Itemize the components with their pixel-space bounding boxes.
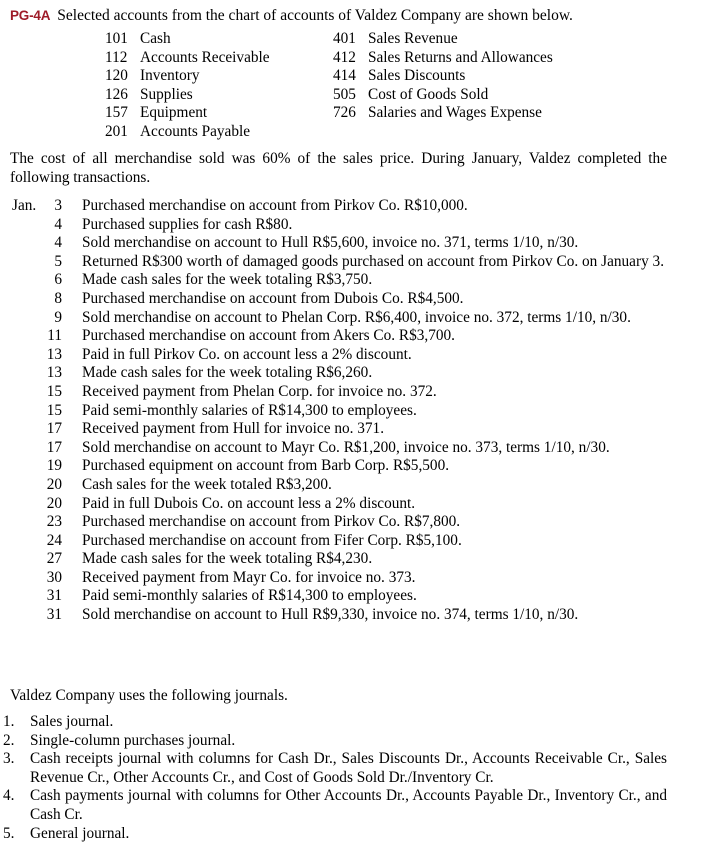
transaction-day: 4 [54,234,62,252]
transaction-row [0,420,712,439]
account-number: 505 [333,85,356,103]
intro-paragraph: The cost of all merchandise sold was 60% of the sales price. During January, Valdez completed the following transactions. [10,150,667,186]
transaction-day: 20 [46,494,62,512]
accounts-left-column [105,30,270,142]
accounts-right-column [333,30,553,123]
account-number: 112 [105,48,128,66]
transaction-description: Made cash sales for the week totaling R$6,260. [82,364,373,382]
transaction-description: Purchased supplies for cash R$80. [82,215,293,233]
transaction-description: Received payment from Hull for invoice no. 371. [82,420,385,438]
account-number: 726 [333,104,356,122]
transaction-description: Paid in full Dubois Co. on account less a 2% discount. [82,494,416,512]
journal-item-text: Cash receipts journal with columns for Cash Dr., Sales Discounts Dr., Accounts Receivable Cr., Sales Revenue Cr., Other Accounts Cr., and Cost of Goods Sold Dr./Inventory Cr. [30,750,667,786]
account-number: 101 [105,30,128,47]
account-row [333,86,553,105]
transactions-list [0,197,712,625]
transaction-description: Paid semi-monthly salaries of R$14,300 to employees. [82,401,417,419]
account-name: Inventory [140,67,200,85]
journal-item-text: Cash payments journal with columns for Other Accounts Dr., Accounts Payable Dr., Inventory Cr., and Cash Cr. [30,787,667,823]
account-name: Equipment [140,104,208,122]
journal-item [0,750,712,787]
account-name: Sales Returns and Allowances [368,48,553,66]
account-row [333,30,553,49]
account-row [105,104,270,123]
transaction-month-label: Jan. [12,197,37,214]
transaction-description: Sold merchandise on account to Hull R$9,330, invoice no. 374, terms 1/10, n/30. [82,606,579,624]
transaction-row [0,290,712,309]
account-number: 401 [333,30,356,47]
transaction-day: 30 [46,568,62,586]
account-name: Cash [140,30,171,47]
account-number: 201 [105,122,128,140]
transaction-description: Cash sales for the week totaled R$3,200. [82,475,332,493]
transaction-day: 31 [46,606,62,624]
transaction-description: Purchased merchandise on account from Fifer Corp. R$5,100. [82,531,462,549]
transaction-row [0,327,712,346]
transaction-description: Purchased merchandise on account from Akers Co. R$3,700. [82,327,455,345]
transaction-day: 8 [54,289,62,307]
transaction-description: Purchased merchandise on account from Pirkov Co. R$10,000. [82,197,468,214]
transaction-description: Made cash sales for the week totaling R$4,230. [82,550,373,568]
transaction-day: 13 [46,364,62,382]
journal-item [0,787,712,824]
transaction-row [0,495,712,514]
account-row [105,67,270,86]
transaction-day: 15 [46,401,62,419]
journal-item-number: 5. [3,824,15,842]
account-name: Accounts Payable [140,122,251,140]
transaction-description: Purchased equipment on account from Barb Corp. R$5,500. [82,457,450,475]
transaction-description: Returned R$300 worth of damaged goods purchased on account from Pirkov Co. on January 3. [82,252,665,270]
transaction-day: 6 [54,271,62,289]
transaction-row [0,402,712,421]
account-name: Accounts Receivable [140,48,270,66]
account-name: Supplies [140,85,193,103]
journal-item-text: General journal. [30,824,130,842]
transaction-day: 9 [54,308,62,326]
transaction-row [0,587,712,606]
account-row [333,49,553,68]
transaction-description: Sold merchandise on account to Hull R$5,600, invoice no. 371, terms 1/10, n/30. [82,234,579,252]
transaction-day: 17 [46,438,62,456]
account-number: 414 [333,67,356,85]
transaction-row [0,513,712,532]
journal-item-number: 4. [3,787,15,805]
journal-item-text: Sales journal. [30,713,114,730]
account-number: 120 [105,67,128,85]
transaction-description: Paid semi-monthly salaries of R$14,300 to employees. [82,587,417,605]
transaction-row [0,550,712,569]
transaction-row [0,476,712,495]
problem-header-text: Selected accounts from the chart of accounts of Valdez Company are shown below. [57,7,573,24]
transaction-description: Received payment from Mayr Co. for invoice no. 373. [82,568,416,586]
account-number: 126 [105,85,128,103]
transaction-row [0,569,712,588]
transaction-day: 3 [54,197,62,214]
transaction-description: Purchased merchandise on account from Pirkov Co. R$7,800. [82,513,461,531]
account-name: Cost of Goods Sold [368,85,489,103]
journals-list [0,713,712,843]
account-name: Sales Revenue [368,30,458,47]
account-number: 412 [333,48,356,66]
transaction-day: 17 [46,420,62,438]
transaction-day: 23 [46,513,62,531]
journal-item-number: 1. [3,713,15,730]
account-row [105,123,270,142]
transaction-row [0,271,712,290]
transaction-row [0,197,712,216]
account-name: Salaries and Wages Expense [368,104,542,122]
journal-item-text: Single-column purchases journal. [30,731,236,749]
account-row [333,104,553,123]
transaction-day: 11 [47,327,62,345]
account-row [333,67,553,86]
transaction-row [0,309,712,328]
transaction-row [0,457,712,476]
account-row [105,86,270,105]
transaction-day: 27 [46,550,62,568]
transaction-day: 4 [54,215,62,233]
problem-code-label: PG-4A [10,8,51,23]
transaction-row [0,606,712,625]
transaction-day: 19 [46,457,62,475]
account-row [105,49,270,68]
transaction-row [0,216,712,235]
transaction-row [0,532,712,551]
transaction-description: Sold merchandise on account to Mayr Co. R$1,200, invoice no. 373, terms 1/10, n/30. [82,438,610,456]
transaction-description: Made cash sales for the week totaling R$3,750. [82,271,373,289]
transaction-day: 5 [54,252,62,270]
transaction-description: Paid in full Pirkov Co. on account less a 2% discount. [82,345,412,363]
transaction-row [0,346,712,365]
transaction-row [0,439,712,458]
account-number: 157 [105,104,128,122]
transaction-description: Sold merchandise on account to Phelan Corp. R$6,400, invoice no. 372, terms 1/10, n/30. [82,308,631,326]
transaction-day: 31 [46,587,62,605]
problem-header [10,6,670,26]
transaction-description: Purchased merchandise on account from Dubois Co. R$4,500. [82,289,464,307]
account-row [105,30,270,49]
transaction-row [0,364,712,383]
journal-item-number: 2. [3,731,15,749]
account-name: Sales Discounts [368,67,466,85]
transaction-description: Received payment from Phelan Corp. for invoice no. 372. [82,382,437,400]
transaction-row [0,234,712,253]
transaction-day: 15 [46,382,62,400]
journal-item [0,825,712,844]
transaction-day: 20 [46,475,62,493]
journal-item [0,713,712,732]
transaction-day: 13 [46,345,62,363]
transaction-row [0,383,712,402]
transaction-day: 24 [46,531,62,549]
journal-item [0,732,712,751]
journals-lead-in: Valdez Company uses the following journals. [10,687,288,704]
transaction-row [0,253,712,272]
journal-item-number: 3. [3,750,15,768]
